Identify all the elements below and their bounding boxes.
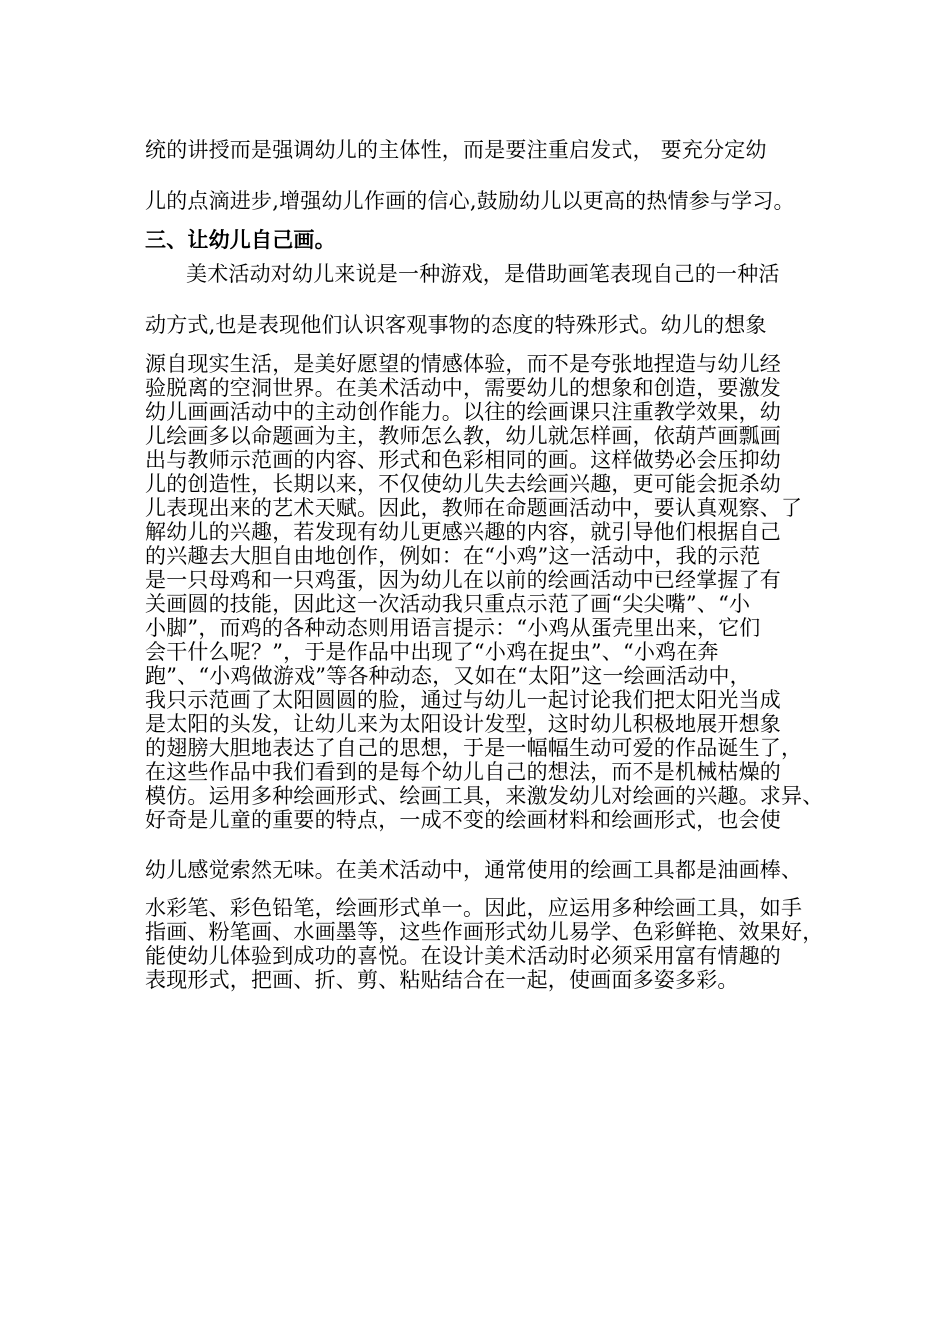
text-line: 水彩笔、彩色铅笔，绘画形式单一。因此，应运用多种绘画工具，如手 — [145, 896, 803, 920]
text-line: 是太阳的头发，让幼儿来为太阳设计发型，这时幼儿积极地展开想象 — [145, 712, 781, 736]
text-line: 儿表现出来的艺术天赋。因此，教师在命题画活动中，要认真观察、了 — [145, 496, 803, 520]
text-line: 会干什么呢？”，于是作品中出现了“小鸡在捉虫”、“小鸡在奔 — [145, 640, 719, 664]
text-line: 我只示范画了太阳圆圆的脸，通过与幼儿一起讨论我们把太阳光当成 — [145, 688, 781, 712]
text-line: 好奇是儿童的重要的特点，一成不变的绘画材料和绘画形式，也会使 — [145, 808, 781, 832]
text-line: 源自现实生活，是美好愿望的情感体验，而不是夸张地捏造与幼儿经 — [145, 352, 781, 376]
text-line: 美术活动对幼儿来说是一种游戏，是借助画笔表现自己的一种活 — [186, 262, 780, 286]
text-line: 出与教师示范画的内容、形式和色彩相同的画。这样做势必会压抑幼 — [145, 448, 781, 472]
text-line: 表现形式，把画、折、剪、粘贴结合在一起，使画面多姿多彩。 — [145, 968, 739, 992]
text-line: 模仿。运用多种绘画形式、绘画工具，来激发幼儿对绘画的兴趣。求异、 — [145, 784, 824, 808]
text-line: 验脱离的空洞世界。在美术活动中，需要幼儿的想象和创造，要激发 — [145, 376, 781, 400]
text-line: 儿绘画多以命题画为主，教师怎么教，幼儿就怎样画，依葫芦画瓢画 — [145, 424, 781, 448]
text-line: 儿的点滴进步,增强幼儿作画的信心,鼓励幼儿以更高的热情参与学习。 — [145, 189, 795, 213]
text-line: 的翅膀大胆地表达了自己的思想，于是一幅幅生动可爱的作品诞生了， — [145, 736, 803, 760]
text-line: 动方式,也是表现他们认识客观事物的态度的特殊形式。幼儿的想象 — [145, 313, 767, 337]
text-line: 的兴趣去大胆自由地创作，例如：在“小鸡”这一活动中，我的示范 — [145, 544, 761, 568]
text-line: 儿的创造性，长期以来，不仅使幼儿失去绘画兴趣，更可能会扼杀幼 — [145, 472, 781, 496]
section-heading: 三、让幼儿自己画。 — [145, 228, 336, 252]
text-line: 幼儿感觉索然无味。在美术活动中，通常使用的绘画工具都是油画棒、 — [145, 858, 803, 882]
text-line: 解幼儿的兴趣，若发现有幼儿更感兴趣的内容，就引导他们根据自己 — [145, 520, 781, 544]
text-line: 统的讲授而是强调幼儿的主体性，而是要注重启发式， 要充分定幼 — [145, 138, 767, 162]
text-line: 是一只母鸡和一只鸡蛋，因为幼儿在以前的绘画活动中已经掌握了有 — [145, 568, 781, 592]
text-line: 能使幼儿体验到成功的喜悦。在设计美术活动时必须采用富有情趣的 — [145, 944, 781, 968]
text-line: 关画圆的技能，因此这一次活动我只重点示范了画“尖尖嘴”、“小 — [145, 592, 751, 616]
text-line: 跑”、“小鸡做游戏”等各种动态，又如在“太阳”这一绘画活动中， — [145, 664, 751, 688]
text-line: 小脚”，而鸡的各种动态则用语言提示：“小鸡从蛋壳里出来，它们 — [145, 616, 761, 640]
text-line: 幼儿画画活动中的主动创作能力。以往的绘画课只注重教学效果，幼 — [145, 400, 781, 424]
text-line: 在这些作品中我们看到的是每个幼儿自己的想法，而不是机械枯燥的 — [145, 760, 781, 784]
text-line: 指画、粉笔画、水画墨等，这些作画形式幼儿易学、色彩鲜艳、效果好， — [145, 920, 824, 944]
